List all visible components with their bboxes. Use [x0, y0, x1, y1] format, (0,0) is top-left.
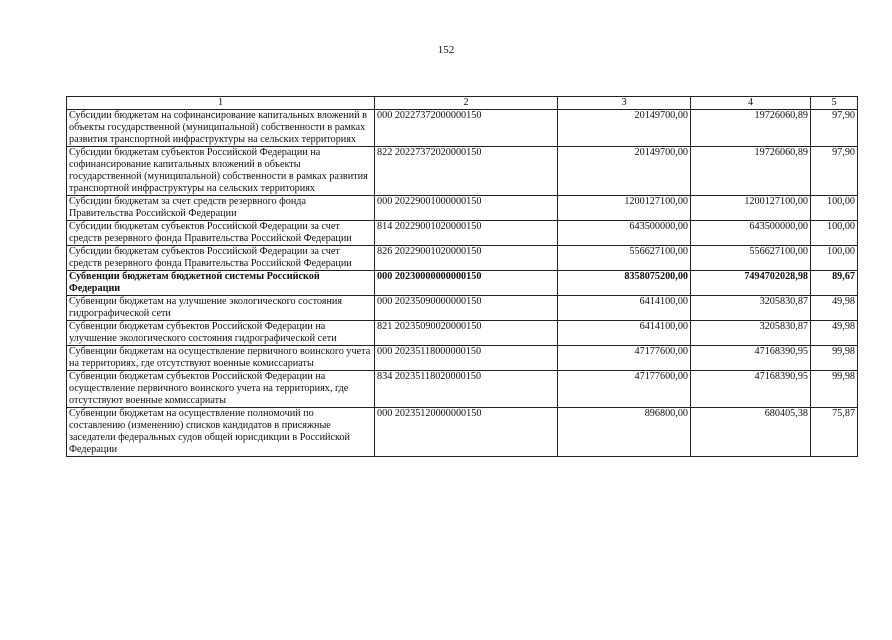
table-row	[67, 321, 858, 346]
header-col-2: 2	[375, 97, 558, 110]
row-percent: 97,90	[811, 110, 858, 147]
table-row	[67, 408, 858, 457]
row-name: Субсидии бюджетам на софинансирование капитальных вложений в объекты государственной (муниципальной) собственности в рамках развития транспортной инфраструктуры на сельских территориях	[67, 110, 375, 147]
page-number: 152	[437, 44, 455, 56]
table-row	[67, 221, 858, 246]
row-name: Субвенции бюджетам бюджетной системы Российской Федерации	[67, 271, 375, 296]
header-col-4: 4	[691, 97, 811, 110]
row-percent: 75,87	[811, 408, 858, 457]
row-code: 822 20227372020000150	[375, 147, 558, 196]
row-actual-amount: 7494702028,98	[691, 271, 811, 296]
table-row	[67, 196, 858, 221]
row-name: Субвенции бюджетам на улучшение экологического состояния гидрографической сети	[67, 296, 375, 321]
table-row	[67, 246, 858, 271]
row-plan-amount: 556627100,00	[558, 246, 691, 271]
row-code: 000 20230000000000150	[375, 271, 558, 296]
row-name: Субвенции бюджетам на осуществление первичного воинского учета на территориях, где отсутствуют военные комиссариаты	[67, 346, 375, 371]
row-actual-amount: 643500000,00	[691, 221, 811, 246]
row-code: 000 20235090000000150	[375, 296, 558, 321]
row-percent: 49,98	[811, 296, 858, 321]
row-percent: 99,98	[811, 371, 858, 408]
row-plan-amount: 20149700,00	[558, 110, 691, 147]
table-header-row	[67, 97, 858, 110]
row-percent: 97,90	[811, 147, 858, 196]
row-plan-amount: 8358075200,00	[558, 271, 691, 296]
row-code: 000 20235120000000150	[375, 408, 558, 457]
row-actual-amount: 47168390,95	[691, 346, 811, 371]
row-actual-amount: 3205830,87	[691, 296, 811, 321]
row-percent: 100,00	[811, 196, 858, 221]
row-actual-amount: 680405,38	[691, 408, 811, 457]
header-col-5: 5	[811, 97, 858, 110]
row-actual-amount: 19726060,89	[691, 147, 811, 196]
row-percent: 100,00	[811, 221, 858, 246]
row-plan-amount: 6414100,00	[558, 321, 691, 346]
row-name: Субсидии бюджетам субъектов Российской Федерации на софинансирование капитальных вложений в объекты государственной (муниципальной) собственности в рамках развития транспортной инфраструктуры на сельских территориях	[67, 147, 375, 196]
row-plan-amount: 896800,00	[558, 408, 691, 457]
row-code: 000 20227372000000150	[375, 110, 558, 147]
table-row	[67, 296, 858, 321]
row-plan-amount: 47177600,00	[558, 346, 691, 371]
row-code: 000 20235118000000150	[375, 346, 558, 371]
row-actual-amount: 47168390,95	[691, 371, 811, 408]
row-plan-amount: 1200127100,00	[558, 196, 691, 221]
row-percent: 89,67	[811, 271, 858, 296]
row-name: Субвенции бюджетам субъектов Российской Федерации на улучшение экологического состояния гидрографической сети	[67, 321, 375, 346]
table-row	[67, 147, 858, 196]
row-code: 834 20235118020000150	[375, 371, 558, 408]
table-row	[67, 110, 858, 147]
row-name: Субсидии бюджетам субъектов Российской Федерации за счет средств резервного фонда Правительства Российской Федерации	[67, 221, 375, 246]
row-code: 000 20229001000000150	[375, 196, 558, 221]
row-plan-amount: 20149700,00	[558, 147, 691, 196]
row-percent: 99,98	[811, 346, 858, 371]
row-percent: 100,00	[811, 246, 858, 271]
row-code: 814 20229001020000150	[375, 221, 558, 246]
header-col-1: 1	[67, 97, 375, 110]
row-percent: 49,98	[811, 321, 858, 346]
row-plan-amount: 643500000,00	[558, 221, 691, 246]
row-actual-amount: 3205830,87	[691, 321, 811, 346]
table-row	[67, 346, 858, 371]
row-code: 826 20229001020000150	[375, 246, 558, 271]
row-name: Субсидии бюджетам субъектов Российской Федерации за счет средств резервного фонда Правительства Российской Федерации	[67, 246, 375, 271]
budget-table	[66, 96, 858, 457]
row-actual-amount: 19726060,89	[691, 110, 811, 147]
row-name: Субсидии бюджетам за счет средств резервного фонда Правительства Российской Федерации	[67, 196, 375, 221]
header-col-3: 3	[558, 97, 691, 110]
table-body	[67, 110, 858, 457]
row-name: Субвенции бюджетам субъектов Российской Федерации на осуществление первичного воинского учета на территориях, где отсутствуют военные комиссариаты	[67, 371, 375, 408]
row-actual-amount: 1200127100,00	[691, 196, 811, 221]
row-name: Субвенции бюджетам на осуществление полномочий по составлению (изменению) списков кандидатов в присяжные заседатели федеральных судов общей юрисдикции в Российской Федерации	[67, 408, 375, 457]
table-row	[67, 371, 858, 408]
table-row	[67, 271, 858, 296]
row-plan-amount: 6414100,00	[558, 296, 691, 321]
row-code: 821 20235090020000150	[375, 321, 558, 346]
row-actual-amount: 556627100,00	[691, 246, 811, 271]
row-plan-amount: 47177600,00	[558, 371, 691, 408]
